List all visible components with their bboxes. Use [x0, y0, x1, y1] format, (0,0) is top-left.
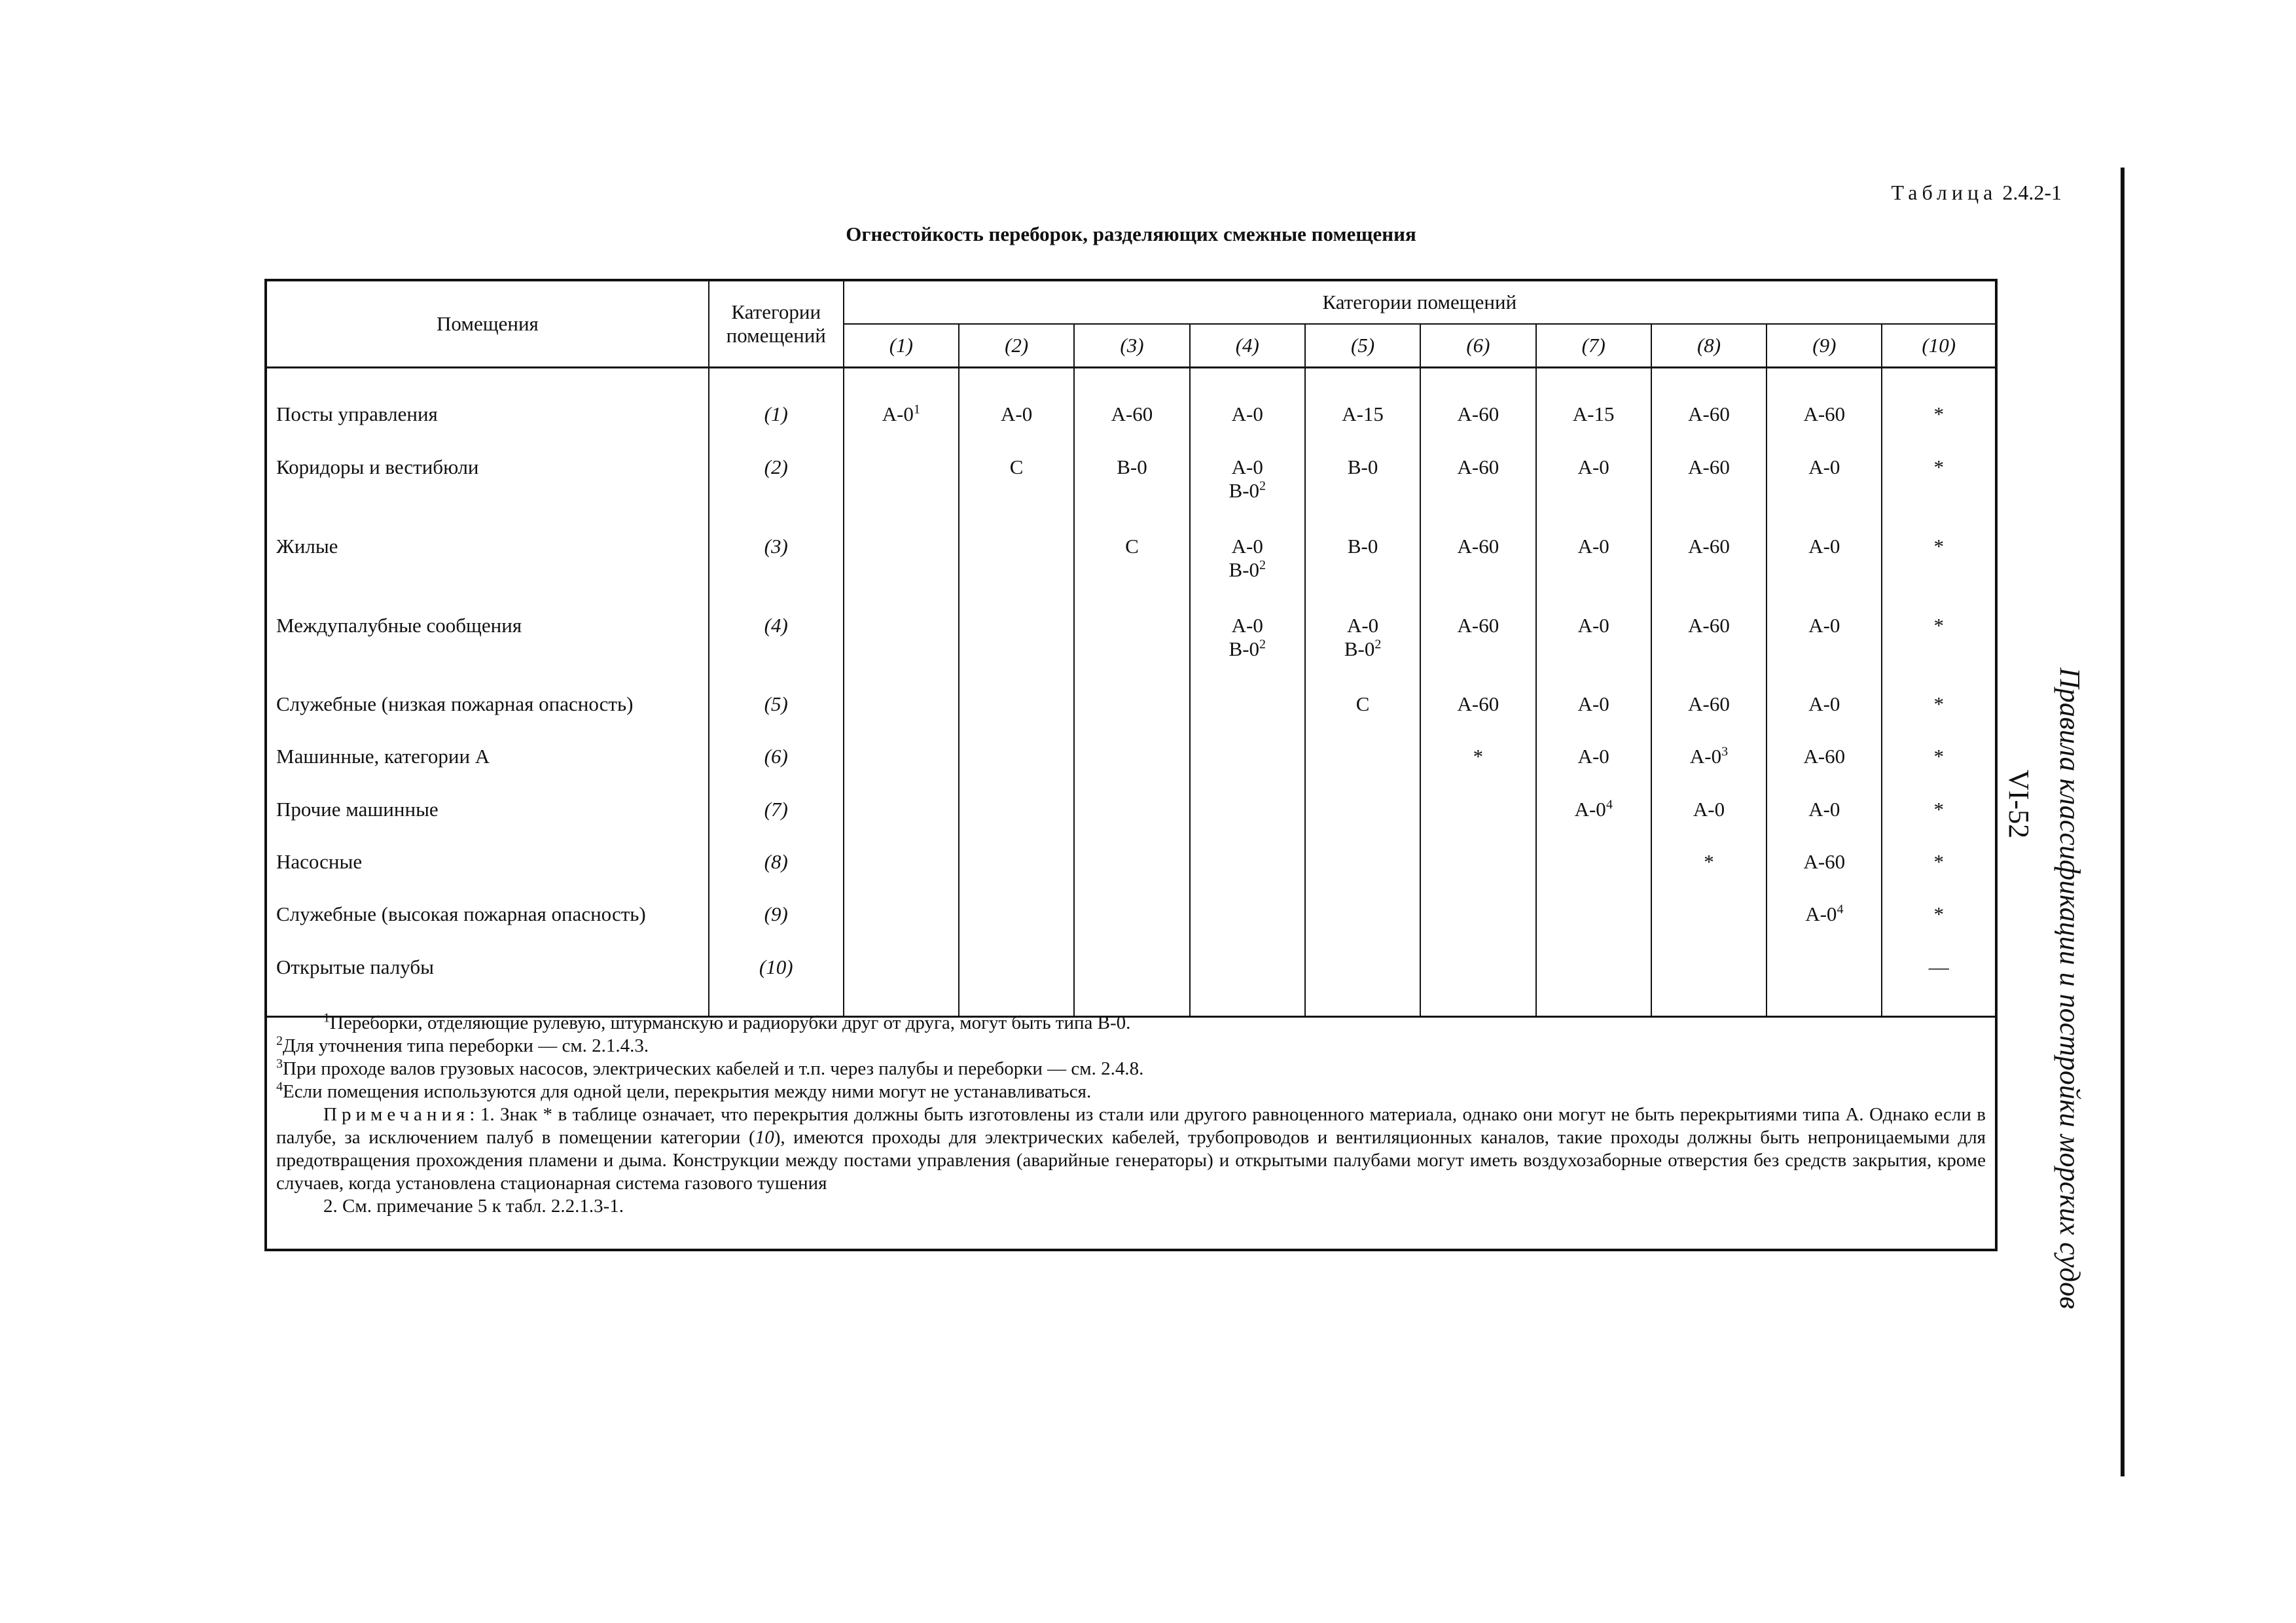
rating-cell: *	[1933, 692, 1944, 715]
rating-cell	[1536, 902, 1651, 955]
rating-cell: A-0	[1767, 455, 1882, 535]
rating-cell	[1074, 902, 1189, 955]
rating-cell: $A-0^4$	[1536, 798, 1651, 850]
room-name: Открытые палубы	[267, 955, 709, 999]
room-name: Прочие машинные	[267, 798, 709, 850]
rating-cell: A-60	[1767, 745, 1882, 798]
rating-cell: A-15	[1305, 402, 1420, 455]
room-name: Жилые	[267, 535, 709, 614]
rating-cell	[1536, 955, 1651, 999]
rating-cell: *	[1420, 745, 1535, 798]
rating-cell: *	[1933, 850, 1944, 873]
rating-cell: C	[1305, 692, 1420, 745]
rating-cell: *	[1651, 850, 1767, 902]
rating-cell: $A-0^3$	[1651, 745, 1767, 798]
rating-cell: A-60	[1651, 402, 1767, 455]
column-header: (6)	[1420, 324, 1535, 368]
footnote: Если помещения используются для одной цели, перекрытия между ними могут не устанавливаться.	[283, 1081, 1092, 1102]
room-category: (3)	[709, 535, 844, 614]
room-name: Служебные (низкая пожарная опасность)	[267, 692, 709, 745]
rating-cell: A-0	[959, 402, 1074, 455]
footnote: При проходе валов грузовых насосов, электрических кабелей и т.п. через палубы и переборки — см. 2.4.8.	[283, 1058, 1144, 1079]
rating-cell	[1536, 850, 1651, 902]
footnote: Переборки, отделяющие рулевую, штурманскую и радиорубки друг от друга, могут быть типа В-0.	[330, 1012, 1131, 1033]
rating-cell: A-60	[1651, 455, 1767, 535]
room-category: (8)	[709, 850, 844, 902]
rating-cell	[959, 614, 1074, 692]
rating-cell	[1074, 850, 1189, 902]
rating-cell	[959, 850, 1074, 902]
rating-cell: A-60	[1767, 402, 1882, 455]
rating-cell: A-0	[1536, 455, 1651, 535]
rating-cell: A-0	[1767, 798, 1882, 850]
table-row	[267, 902, 1995, 955]
fire-resistance-table	[264, 279, 1998, 1251]
rating-cell	[959, 535, 1074, 614]
room-category: (4)	[709, 614, 844, 692]
room-name: Посты управления	[267, 402, 709, 455]
rating-cell: C	[959, 455, 1074, 535]
rating-cell: A-0	[1536, 535, 1651, 614]
rating-cell: A-60	[1420, 402, 1535, 455]
rating-cell	[1074, 692, 1189, 745]
table-row	[267, 535, 1995, 614]
rating-cell: *	[1933, 745, 1944, 768]
rating-cell	[1420, 798, 1535, 850]
table-row	[267, 455, 1995, 535]
rating-cell	[844, 850, 959, 902]
rating-cell	[1190, 850, 1305, 902]
header-category: Категории помещений	[709, 281, 844, 368]
header-rooms: Помещения	[267, 281, 709, 368]
room-name: Междупалубные сообщения	[267, 614, 709, 692]
rating-cell: B-0	[1305, 535, 1420, 614]
table-number-value: 2.4.2-1	[2002, 181, 2062, 204]
rating-cell	[959, 692, 1074, 745]
table-row	[267, 692, 1995, 745]
rating-cell: A-0 $B-0^2$	[1190, 535, 1305, 614]
rating-cell: A-60	[1420, 614, 1535, 692]
column-header: (4)	[1190, 324, 1305, 368]
rating-cell: A-0 $B-0^2$	[1305, 614, 1420, 692]
rating-cell	[1305, 798, 1420, 850]
table-notes	[267, 1012, 1995, 1218]
rating-cell	[1305, 850, 1420, 902]
rating-cell	[1305, 955, 1420, 999]
table-row	[267, 850, 1995, 902]
rating-cell: C	[1074, 535, 1189, 614]
rating-cell: *	[1933, 798, 1944, 821]
rating-cell	[1420, 902, 1535, 955]
table-grid	[267, 281, 1995, 1018]
room-category: (9)	[709, 902, 844, 955]
rating-cell	[1074, 955, 1189, 999]
rating-cell: A-0	[1767, 692, 1882, 745]
note-1: Примечания: 1. Знак * в таблице означает, что перекрытия должны быть изготовлены из стали или другого равноценного материала, однако они могут не быть перекрытиями типа А. Однако если в палубе, за исключением палуб в помещении категории (10), имеются проходы для электрических кабелей, трубопроводов и вентиляционных каналов, такие проходы должны быть непроницаемыми для предотвращения прохождения пламени и дыма. Конструкции между постами управления (аварийные генераторы) и открытыми палубами могут иметь воздухозаборные отверстия без средств закрытия, кроме случаев, когда установлена стационарная система газового тушения	[276, 1104, 1986, 1194]
rating-cell	[844, 798, 959, 850]
rating-cell: *	[1933, 535, 1944, 558]
rating-cell	[1190, 798, 1305, 850]
room-category: (6)	[709, 745, 844, 798]
table-row	[267, 614, 1995, 692]
header-category-group: Категории помещений	[1322, 291, 1517, 313]
rating-cell: A-60	[1420, 535, 1535, 614]
rating-cell: A-0	[1536, 745, 1651, 798]
rating-cell	[1190, 745, 1305, 798]
rating-cell	[1074, 798, 1189, 850]
rating-cell	[844, 692, 959, 745]
rating-cell	[1074, 745, 1189, 798]
room-category: (1)	[709, 402, 844, 455]
rating-cell: A-0	[1767, 614, 1882, 692]
room-name: Служебные (высокая пожарная опасность)	[267, 902, 709, 955]
rating-cell: A-0	[1536, 692, 1651, 745]
room-name: Коридоры и вестибюли	[267, 455, 709, 535]
rating-cell: A-60	[1420, 692, 1535, 745]
rating-cell: A-0	[1767, 535, 1882, 614]
column-header: (1)	[844, 324, 959, 368]
rating-cell: A-60	[1420, 455, 1535, 535]
rating-cell: A-0	[1536, 614, 1651, 692]
rating-cell: A-0	[1651, 798, 1767, 850]
rating-cell: $A-0^1$	[844, 402, 959, 455]
rating-cell: A-60	[1651, 535, 1767, 614]
table-label: Таблица	[1891, 181, 1998, 204]
page-spine-rule	[2121, 168, 2125, 1476]
footnote: Для уточнения типа переборки — см. 2.1.4.3.	[283, 1035, 649, 1056]
column-header: (5)	[1305, 324, 1420, 368]
rating-cell	[1305, 902, 1420, 955]
room-category: (5)	[709, 692, 844, 745]
rating-cell: B-0	[1074, 455, 1189, 535]
rating-cell	[959, 902, 1074, 955]
notes-label: Примечания	[323, 1104, 470, 1125]
rating-cell	[1767, 955, 1882, 999]
page-code: VI-52	[2003, 770, 2035, 839]
rating-cell	[1420, 955, 1535, 999]
rating-cell	[959, 955, 1074, 999]
rating-cell: A-60	[1074, 402, 1189, 455]
rating-cell	[844, 902, 959, 955]
rating-cell	[844, 955, 959, 999]
rating-cell: A-0	[1190, 402, 1305, 455]
rating-cell	[1190, 955, 1305, 999]
rating-cell: *	[1933, 455, 1944, 478]
footnotes: $^1$Переборки, отделяющие рулевую, штурманскую и радиорубки друг от друга, могут быть типа В-0. $^2$Для уточнения типа переборки — см. 2.1.4.3. $^3$При проходе валов грузовых насосов, электрических кабелей и т.п. через палубы и переборки — см. 2.4.8. $^4$Если помещения используются для одной цели, перекрытия между ними могут не устанавливаться.	[276, 1010, 1144, 1102]
rating-cell	[844, 745, 959, 798]
room-category: (7)	[709, 798, 844, 850]
rating-cell: A-60	[1651, 614, 1767, 692]
note-2: 2. См. примечание 5 к табл. 2.2.1.3-1.	[323, 1196, 624, 1217]
table-title: Огнестойкость переборок, разделяющих смежные помещения	[846, 223, 1416, 245]
rating-cell: A-15	[1536, 402, 1651, 455]
rating-cell: *	[1933, 402, 1944, 425]
rating-cell	[1651, 902, 1767, 955]
column-header: (2)	[959, 324, 1074, 368]
rating-cell	[844, 455, 959, 535]
rating-cell: A-0 $B-0^2$	[1190, 614, 1305, 692]
column-header: (7)	[1536, 324, 1651, 368]
table-row	[267, 798, 1995, 850]
spine-title: Правила классификации и постройки морских судов	[2054, 668, 2086, 1310]
column-header: (8)	[1651, 324, 1767, 368]
column-header: (3)	[1074, 324, 1189, 368]
rating-cell	[959, 745, 1074, 798]
rating-cell	[1190, 692, 1305, 745]
rating-cell: *	[1933, 902, 1944, 925]
rating-cell: A-60	[1767, 850, 1882, 902]
rating-cell: —	[1928, 955, 1949, 978]
rating-cell	[959, 798, 1074, 850]
room-name: Машинные, категории А	[267, 745, 709, 798]
rating-cell: $A-0^4$	[1767, 902, 1882, 955]
rating-cell: A-0 $B-0^2$	[1190, 455, 1305, 535]
rating-cell	[844, 535, 959, 614]
table-row	[267, 955, 1995, 999]
column-header: (10)	[1882, 324, 1995, 368]
column-header: (9)	[1767, 324, 1882, 368]
room-name: Насосные	[267, 850, 709, 902]
rating-cell: B-0	[1305, 455, 1420, 535]
rating-cell	[1305, 745, 1420, 798]
table-number	[1780, 181, 2062, 205]
rating-cell	[844, 614, 959, 692]
rating-cell	[1190, 902, 1305, 955]
table-row	[267, 402, 1995, 455]
room-category: (10)	[709, 955, 844, 999]
table-row	[267, 745, 1995, 798]
rating-cell	[1420, 850, 1535, 902]
room-category: (2)	[709, 455, 844, 535]
rating-cell	[1074, 614, 1189, 692]
rating-cell	[1651, 955, 1767, 999]
rating-cell: *	[1933, 614, 1944, 637]
rating-cell: A-60	[1651, 692, 1767, 745]
